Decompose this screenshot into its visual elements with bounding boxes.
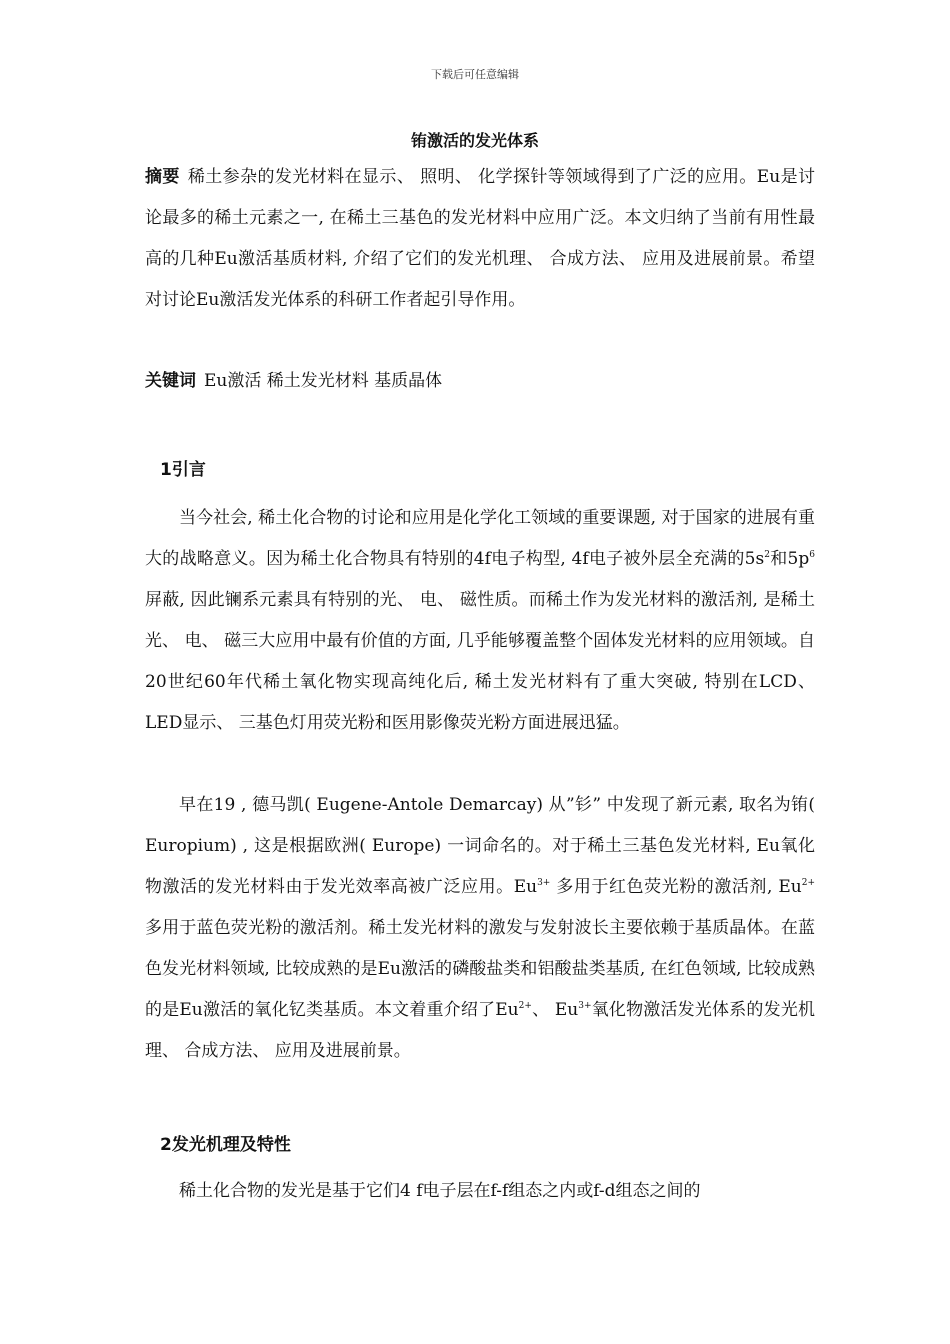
abstract-text: 稀土参杂的发光材料在显示、 照明、 化学探针等领域得到了广泛的应用。Eu是讨论最多的稀土元素之一, 在稀土三基色的发光材料中应用广泛。本文归纳了当前有用性最高的几种Eu激活基质材料, 介绍了它们的发光机理、 合成方法、 应用及进展前景。希望对讨论Eu激活发光体系的科研工作者起引导作用。 [145,167,816,310]
superscript: 6 [809,550,815,560]
text-run: 屏蔽, 因此镧系元素具有特别的光、 电、 磁性质。而稀土作为发光材料的激活剂, 是稀土光、 电、 磁三大应用中最有价值的方面, 几乎能够覆盖整个固体发光材料的应用领域。自20世纪60年代稀土氧化物实现高纯化后, 稀土发光材料有了重大突破, 特别在LCD、 LED显示、 三基色灯用荧光粉和医用影像荧光粉方面进展迅猛。 [145,590,815,733]
mechanism-paragraph-1: 稀土化合物的发光是基于它们4 f电子层在f-f组态之内或f-d组态之间的 [179,1181,701,1201]
superscript: 3+ [537,878,551,888]
text-run: 氧化物激活发光体系的发光机理、 合成方法、 应用及进展前景。 [145,1000,816,1061]
introduction-paragraph-2 [145,785,815,1072]
abstract-label: 摘要 [145,167,180,187]
superscript: 2+ [801,878,815,888]
section-heading-mechanism: 2发光机理及特性 [160,1135,291,1155]
text-run: 和5p [769,549,810,569]
superscript: 2 [764,550,770,560]
text-run: 多用于红色荧光粉的激活剂, Eu [550,877,802,897]
header-note: 下载后可任意编辑 [431,68,519,81]
text-run: 早在19 , 德马凯( Eugene-Antole Demarcay) 从”钐” 中发现了新元素, 取名为铕( Europium) , 这是根据欧洲( Europe) 一词命名的。对于稀土三基色发光材料, Eu氧化物激活的发光材料由于发光效率高被广泛应用。Eu [145,795,815,897]
keywords-label: 关键词 [145,371,196,391]
keywords-line [145,361,815,402]
superscript: 2+ [518,1001,532,1011]
text-run: 多用于蓝色荧光粉的激活剂。稀土发光材料的激发与发射波长主要依赖于基质晶体。在蓝色发光材料领域, 比较成熟的是Eu激活的磷酸盐类和铝酸盐类基质, 在红色领域, 比较成熟的是Eu激活的氧化钇类基质。本文着重介绍了Eu [145,918,815,1020]
introduction-paragraph-1 [145,498,815,744]
text-run: 当今社会, 稀土化合物的讨论和应用是化学化工领域的重要课题, 对于国家的进展有重大的战略意义。因为稀土化合物具有特别的4f电子构型, 4f电子被外层全充满的5s [145,508,815,569]
abstract-paragraph [145,157,815,321]
page-title: 铕激活的发光体系 [410,131,539,150]
superscript: 3+ [578,1001,592,1011]
section-heading-introduction: 1引言 [160,460,206,480]
text-run: 、 Eu [531,1000,579,1020]
keywords-text: Eu激活 稀土发光材料 基质晶体 [204,371,443,391]
